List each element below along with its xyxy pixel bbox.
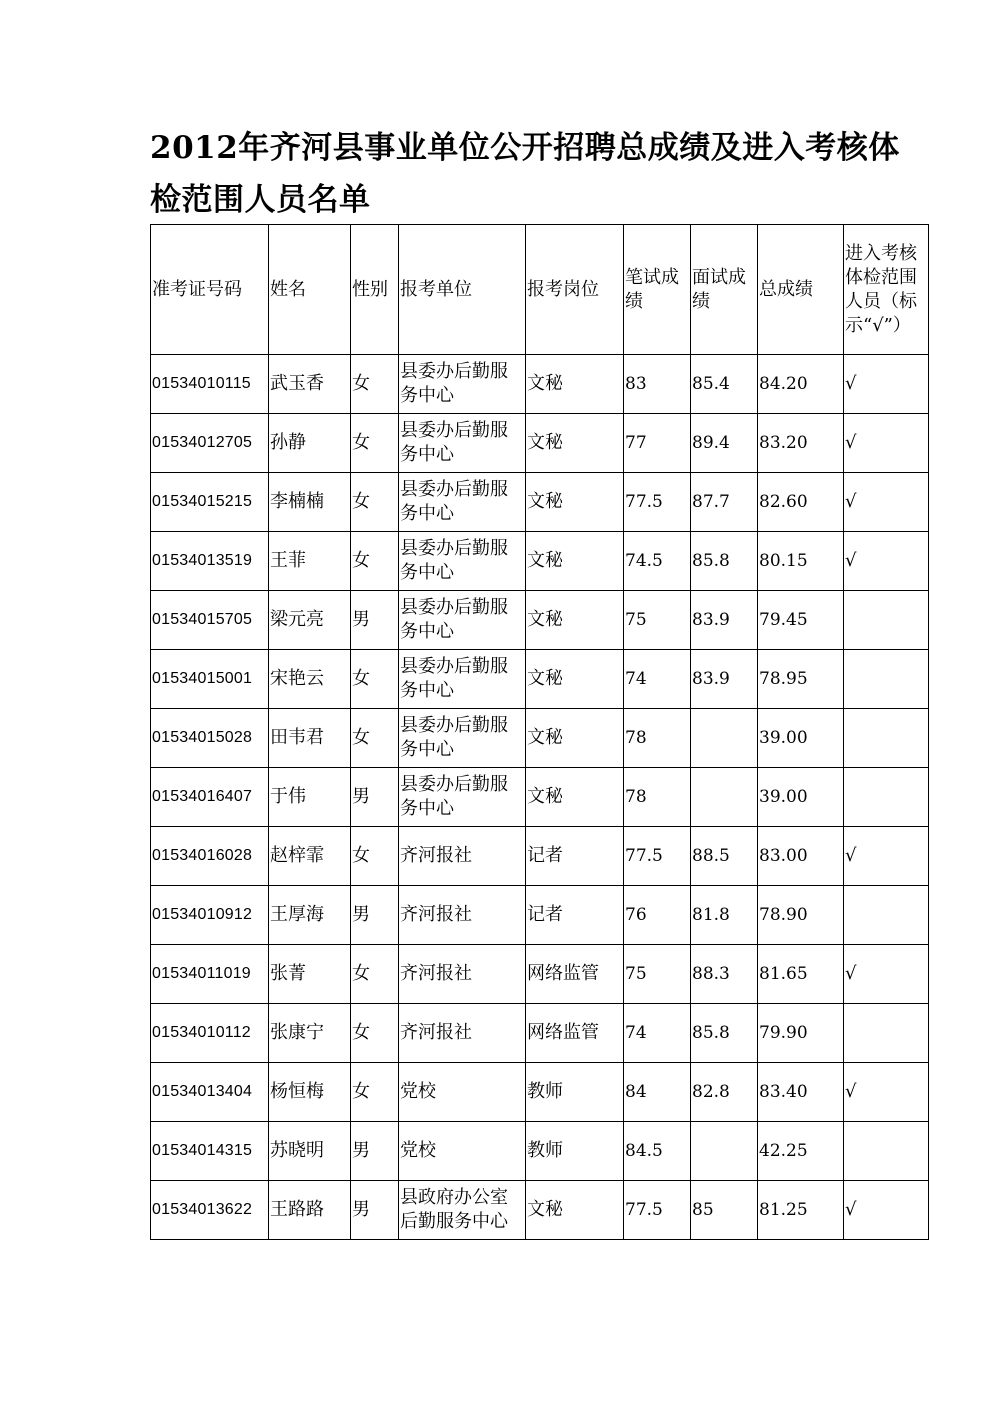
cell-unit: 县委办后勤服务中心	[399, 473, 526, 532]
cell-id: 01534013519	[151, 532, 269, 591]
table-row	[151, 532, 929, 591]
cell-unit: 齐河报社	[399, 827, 526, 886]
cell-mark: √	[844, 1063, 929, 1122]
cell-total: 81.25	[758, 1181, 844, 1240]
cell-unit: 县委办后勤服务中心	[399, 768, 526, 827]
table-row	[151, 1122, 929, 1181]
cell-name: 宋艳云	[269, 650, 351, 709]
cell-gender: 女	[351, 827, 399, 886]
cell-interview: 83.9	[691, 591, 758, 650]
header-id: 准考证号码	[151, 225, 269, 355]
cell-total: 79.45	[758, 591, 844, 650]
header-position: 报考岗位	[526, 225, 624, 355]
cell-interview: 85.8	[691, 532, 758, 591]
cell-written: 74	[624, 650, 691, 709]
cell-mark	[844, 1004, 929, 1063]
cell-mark	[844, 709, 929, 768]
header-interview: 面试成绩	[691, 225, 758, 355]
cell-written: 84	[624, 1063, 691, 1122]
cell-name: 赵梓霏	[269, 827, 351, 886]
cell-interview: 89.4	[691, 414, 758, 473]
table-row	[151, 945, 929, 1004]
cell-name: 孙静	[269, 414, 351, 473]
cell-mark	[844, 591, 929, 650]
cell-id: 01534010112	[151, 1004, 269, 1063]
cell-total: 83.40	[758, 1063, 844, 1122]
cell-name: 田韦君	[269, 709, 351, 768]
cell-interview: 83.9	[691, 650, 758, 709]
cell-gender: 女	[351, 945, 399, 1004]
cell-id: 01534015215	[151, 473, 269, 532]
cell-total: 83.00	[758, 827, 844, 886]
cell-mark: √	[844, 414, 929, 473]
cell-position: 文秘	[526, 709, 624, 768]
cell-id: 01534015001	[151, 650, 269, 709]
cell-id: 01534013622	[151, 1181, 269, 1240]
cell-total: 39.00	[758, 768, 844, 827]
table-row	[151, 591, 929, 650]
cell-written: 84.5	[624, 1122, 691, 1181]
cell-interview: 88.3	[691, 945, 758, 1004]
cell-mark: √	[844, 827, 929, 886]
cell-written: 74.5	[624, 532, 691, 591]
header-written: 笔试成绩	[624, 225, 691, 355]
cell-written: 77	[624, 414, 691, 473]
cell-written: 75	[624, 945, 691, 1004]
cell-total: 81.65	[758, 945, 844, 1004]
header-enter: 进入考核体检范围人员（标示“√”）	[844, 225, 929, 355]
cell-name: 张菁	[269, 945, 351, 1004]
header-name: 姓名	[269, 225, 351, 355]
cell-name: 杨恒梅	[269, 1063, 351, 1122]
cell-unit: 县委办后勤服务中心	[399, 709, 526, 768]
table-row	[151, 355, 929, 414]
cell-gender: 女	[351, 473, 399, 532]
cell-gender: 男	[351, 886, 399, 945]
cell-mark	[844, 768, 929, 827]
cell-total: 78.95	[758, 650, 844, 709]
cell-name: 王路路	[269, 1181, 351, 1240]
cell-name: 王菲	[269, 532, 351, 591]
cell-name: 梁元亮	[269, 591, 351, 650]
cell-written: 74	[624, 1004, 691, 1063]
cell-interview: 85.8	[691, 1004, 758, 1063]
cell-name: 苏晓明	[269, 1122, 351, 1181]
cell-unit: 县政府办公室后勤服务中心	[399, 1181, 526, 1240]
cell-gender: 女	[351, 1004, 399, 1063]
cell-id: 01534015028	[151, 709, 269, 768]
cell-position: 记者	[526, 886, 624, 945]
cell-mark: √	[844, 945, 929, 1004]
cell-position: 教师	[526, 1122, 624, 1181]
cell-position: 文秘	[526, 650, 624, 709]
cell-name: 李楠楠	[269, 473, 351, 532]
cell-written: 76	[624, 886, 691, 945]
cell-position: 文秘	[526, 414, 624, 473]
cell-name: 张康宁	[269, 1004, 351, 1063]
cell-gender: 女	[351, 1063, 399, 1122]
cell-id: 01534016407	[151, 768, 269, 827]
cell-total: 78.90	[758, 886, 844, 945]
cell-position: 网络监管	[526, 1004, 624, 1063]
cell-position: 文秘	[526, 768, 624, 827]
cell-mark: √	[844, 355, 929, 414]
cell-interview: 85.4	[691, 355, 758, 414]
cell-interview: 81.8	[691, 886, 758, 945]
cell-mark: √	[844, 1181, 929, 1240]
cell-id: 01534015705	[151, 591, 269, 650]
cell-gender: 女	[351, 532, 399, 591]
cell-position: 文秘	[526, 355, 624, 414]
table-row	[151, 709, 929, 768]
cell-unit: 县委办后勤服务中心	[399, 355, 526, 414]
cell-interview	[691, 1122, 758, 1181]
cell-name: 王厚海	[269, 886, 351, 945]
cell-gender: 男	[351, 591, 399, 650]
table-row	[151, 1181, 929, 1240]
cell-unit: 齐河报社	[399, 945, 526, 1004]
cell-unit: 齐河报社	[399, 886, 526, 945]
cell-mark: √	[844, 532, 929, 591]
table-row	[151, 827, 929, 886]
cell-interview: 88.5	[691, 827, 758, 886]
cell-position: 文秘	[526, 532, 624, 591]
cell-unit: 县委办后勤服务中心	[399, 650, 526, 709]
cell-position: 文秘	[526, 591, 624, 650]
cell-mark	[844, 886, 929, 945]
cell-gender: 女	[351, 355, 399, 414]
results-table	[150, 224, 929, 1240]
table-row	[151, 1004, 929, 1063]
cell-interview: 82.8	[691, 1063, 758, 1122]
cell-total: 39.00	[758, 709, 844, 768]
cell-gender: 男	[351, 1122, 399, 1181]
cell-gender: 男	[351, 768, 399, 827]
table-row	[151, 1063, 929, 1122]
cell-interview: 85	[691, 1181, 758, 1240]
cell-written: 75	[624, 591, 691, 650]
cell-id: 01534012705	[151, 414, 269, 473]
cell-unit: 县委办后勤服务中心	[399, 591, 526, 650]
cell-unit: 党校	[399, 1063, 526, 1122]
table-body	[151, 355, 929, 1240]
cell-gender: 女	[351, 650, 399, 709]
cell-unit: 齐河报社	[399, 1004, 526, 1063]
table-row	[151, 768, 929, 827]
cell-id: 01534010115	[151, 355, 269, 414]
header-total: 总成绩	[758, 225, 844, 355]
cell-total: 79.90	[758, 1004, 844, 1063]
cell-interview	[691, 768, 758, 827]
cell-unit: 县委办后勤服务中心	[399, 532, 526, 591]
cell-interview: 87.7	[691, 473, 758, 532]
table-row	[151, 886, 929, 945]
cell-id: 01534013404	[151, 1063, 269, 1122]
cell-gender: 女	[351, 709, 399, 768]
cell-written: 83	[624, 355, 691, 414]
cell-total: 42.25	[758, 1122, 844, 1181]
table-row	[151, 414, 929, 473]
header-row	[151, 225, 929, 355]
cell-unit: 党校	[399, 1122, 526, 1181]
cell-total: 82.60	[758, 473, 844, 532]
header-gender: 性别	[351, 225, 399, 355]
cell-written: 77.5	[624, 827, 691, 886]
cell-written: 78	[624, 709, 691, 768]
cell-position: 文秘	[526, 473, 624, 532]
cell-interview	[691, 709, 758, 768]
cell-name: 于伟	[269, 768, 351, 827]
cell-gender: 男	[351, 1181, 399, 1240]
cell-id: 01534011019	[151, 945, 269, 1004]
table-row	[151, 650, 929, 709]
cell-total: 84.20	[758, 355, 844, 414]
cell-gender: 女	[351, 414, 399, 473]
cell-id: 01534010912	[151, 886, 269, 945]
cell-written: 78	[624, 768, 691, 827]
header-unit: 报考单位	[399, 225, 526, 355]
cell-id: 01534014315	[151, 1122, 269, 1181]
cell-total: 80.15	[758, 532, 844, 591]
cell-mark: √	[844, 473, 929, 532]
cell-position: 教师	[526, 1063, 624, 1122]
cell-total: 83.20	[758, 414, 844, 473]
cell-position: 记者	[526, 827, 624, 886]
cell-id: 01534016028	[151, 827, 269, 886]
cell-written: 77.5	[624, 1181, 691, 1240]
cell-unit: 县委办后勤服务中心	[399, 414, 526, 473]
table-row	[151, 473, 929, 532]
cell-mark	[844, 1122, 929, 1181]
cell-name: 武玉香	[269, 355, 351, 414]
cell-written: 77.5	[624, 473, 691, 532]
cell-position: 网络监管	[526, 945, 624, 1004]
cell-position: 文秘	[526, 1181, 624, 1240]
cell-mark	[844, 650, 929, 709]
page-title: 2012年齐河县事业单位公开招聘总成绩及进入考核体检范围人员名单	[150, 130, 900, 218]
